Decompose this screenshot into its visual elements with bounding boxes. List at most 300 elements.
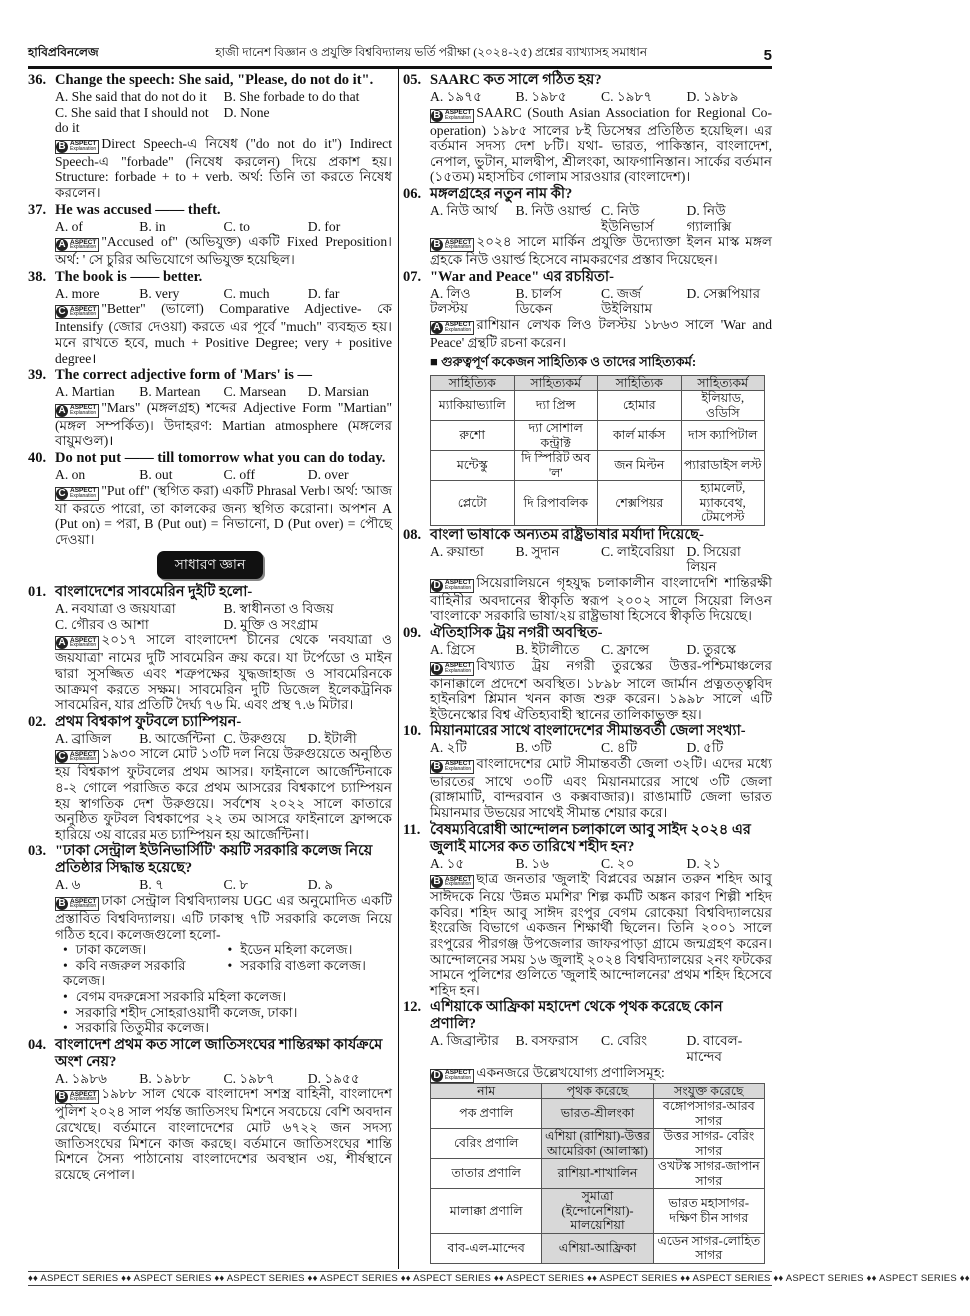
page <box>28 0 970 1316</box>
option: A. She said that do not do it <box>55 89 207 104</box>
answer-badge <box>430 662 474 676</box>
aspect-label: ASPECT <box>70 140 97 148</box>
question-line <box>28 72 392 89</box>
options-list <box>55 601 392 632</box>
aspect-label: ASPECT <box>70 750 97 758</box>
question-body <box>430 544 772 624</box>
explanation-text: Direct Speech-এ নিষেধ ("do not do it") Indirect Speech-এ "forbade" (নিষেধ করলেন) দিয়ে প্রকাশ হয়। Structure: forbade + to + verb. অর্থ: তিনি তা করতে নিষেধ করলেন। <box>55 135 392 200</box>
option: C. ৮ <box>223 877 249 893</box>
square-bullet-icon: ■ <box>430 353 442 369</box>
aspect-explanation-label <box>68 488 98 499</box>
explanation-label: Explanation <box>70 311 97 318</box>
question-text: The correct adjective form of 'Mars' is — <box>55 367 313 384</box>
explanation-text: ২০২৪ সালে মার্কিন প্রযুক্তি উদ্যোক্তা ইলন মাস্ক মঙ্গল গ্রহকে নিউ ওয়ার্ল্ড হিসেবে নামকরণের প্রস্তাব দিয়েছেন। <box>430 234 772 268</box>
table-cell: এশিয়া (রাশিয়া)-উত্তর আমেরিকা (আলাস্কা) <box>542 1129 653 1159</box>
table-row <box>431 481 765 526</box>
options-list <box>55 286 392 302</box>
option: C. much <box>223 285 270 301</box>
question-number: 38. <box>28 268 47 285</box>
table-header: পৃথক করেছে <box>542 1083 653 1099</box>
explanation <box>430 234 772 268</box>
explanation-text: "Accused of" (অভিযুক্ত) একটি Fixed Preposition। অর্থ: ' সে চুরির অভিযোগে অভিযুক্ত হয়েছিল। <box>55 234 392 268</box>
left-column <box>28 69 398 1269</box>
content-columns <box>28 69 772 1269</box>
aspect-explanation-label <box>68 1092 98 1103</box>
option: B. ৭ <box>139 877 164 893</box>
answer-badge <box>55 305 99 319</box>
question-text: "ঢাকা সেন্ট্রাল ইউনিভার্সিটি' কয়টি সরকারি কলেজ নিয়ে প্রতিষ্ঠার সিদ্ধান্ত হয়েছে? <box>55 843 373 877</box>
question-number: 40. <box>28 449 47 466</box>
explanation-label: Explanation <box>70 756 97 763</box>
question-body <box>430 89 772 185</box>
aspect-explanation-label <box>68 141 98 152</box>
aspect-explanation-label <box>443 110 473 121</box>
table-cell: এশিয়া-আফ্রিকা <box>542 1233 653 1263</box>
question-number: 02. <box>28 713 47 730</box>
list-item: • কবি নজরুল সরকারি কলেজ। <box>63 958 228 989</box>
explanation-label: Explanation <box>445 667 472 674</box>
option: B. ১৬ <box>515 855 550 871</box>
explanation-text: বাংলাদেশের মোট সীমান্তবর্তী জেলা ৩২টি। এদের মধ্যে ভারতের সাথে ৩০টি এবং মিয়ানমারের সাথে ৩টি জেলা (রাঙ্গামাটি, বান্দরবান ও কক্সবাজার)। রাঙামাটি জেলা ভারত মিয়ানমার উভয়ের সাথেই সীমান্ত শেয়ার করে। <box>430 755 772 821</box>
answer-badge <box>430 1069 474 1083</box>
explanation-text: একনজরে উল্লেখযোগ্য প্রণালিসমূহ: <box>476 1064 665 1080</box>
options-list <box>55 384 392 400</box>
option: A. ১৯৮৬ <box>55 1070 107 1086</box>
table-row <box>431 391 765 421</box>
explanation-text: "Put off" (স্থগিত করা) একটি Phrasal Verb। অর্থ: 'আজ যা করতে পারো, তা কালকের জন্য স্থগিত করোনা। অপশন A (Put on) = পরা, B (Put out) = নিভানো, D (Put over) = পৌছে দেওয়া। <box>55 482 392 547</box>
question-item <box>403 269 772 526</box>
aspect-label: ASPECT <box>445 875 472 883</box>
question-item <box>403 625 772 722</box>
question-line <box>28 269 392 286</box>
table-cell: প্লেটো <box>431 481 515 526</box>
question-text: He was accused —— theft. <box>55 201 221 218</box>
page-number: 5 <box>763 47 772 64</box>
options-list <box>430 203 772 234</box>
answer-letter-icon: A <box>56 239 68 251</box>
option: A. ১৯৭৫ <box>430 89 482 104</box>
explanation <box>55 893 392 942</box>
option: A. Martian <box>55 384 115 400</box>
option: A. ৬ <box>55 877 81 893</box>
footer-strip: ♦♦ ASPECT SERIES ♦♦ ASPECT SERIES ♦♦ ASPECT SERIES ♦♦ ASPECT SERIES ♦♦ ASPECT SERIES ♦♦ ASPECT SERIES ♦♦ ASPECT SERIES ♦♦ ASPECT SERIES ♦♦ ASPECT SERIES ♦♦ ASPECT SERIES ♦♦ <box>28 1272 970 1284</box>
aspect-explanation-label <box>68 899 98 910</box>
question-line <box>28 584 392 601</box>
option: D. ২১ <box>686 855 721 871</box>
explanation-text: ১৯৩০ সালে মোট ১৩টি দল নিয়ে উরুগুয়েতে অনুষ্ঠিত হয় বিশ্বকাপ ফুটবলের প্রথম আসর। ফাইনালে আর্জেন্টিনাকে ৪-২ গোলে পরাজিত করে প্রথম আসরের বিশ্বকাপে চ্যাম্পিয়ন হয় স্বাগতিক দেশ উরুগুয়ে। সর্বশেষ ২০২২ সালে কাতারে অনুষ্ঠিত ফুটবল বিশ্বকাপের ২২ তম আসরে ফাইনালে ফ্রান্সকে হারিয়ে ৩য় বারের মত চ্যাম্পিয়ন হয় আর্জেন্টিনা। <box>55 746 392 842</box>
option: D. তুরস্কে <box>686 641 737 657</box>
answer-badge <box>55 750 99 764</box>
explanation <box>55 1086 392 1182</box>
table-row <box>431 1159 765 1189</box>
answer-badge <box>430 109 474 123</box>
question-text: বৈষম্যবিরোধী আন্দোলন চলাকালে আবু সাইদ ২০২৪ এর জুলাই মাসের কত তারিখে শহীদ হন? <box>430 821 751 855</box>
section-title: সাধারণ জ্ঞান <box>157 551 264 579</box>
college-list <box>63 942 392 1036</box>
option: B. in <box>139 218 166 234</box>
list-item: • ঢাকা কলেজ। <box>63 942 228 958</box>
table-cell: মন্টেস্কু <box>431 451 515 481</box>
option: C. She said that I should not do it <box>55 104 209 136</box>
aspect-explanation-label <box>68 752 98 763</box>
table-cell: দি স্পিরিট অব 'ল' <box>514 451 598 481</box>
option: D. বাবেল-মান্দেব <box>686 1033 743 1064</box>
aspect-label: ASPECT <box>70 404 97 412</box>
table-cell: প্যারাডাইস লস্ট <box>681 451 765 481</box>
table-cell: দ্যা প্রিন্স <box>514 391 598 421</box>
table-cell: হ্যামলেট, ম্যাকবেথ, টেমপেস্ট <box>681 481 765 526</box>
question-body <box>55 1071 392 1183</box>
answer-letter-icon: C <box>56 751 68 763</box>
answer-letter-icon: B <box>56 898 68 910</box>
question-body <box>55 384 392 449</box>
answer-letter-icon: B <box>56 1091 68 1103</box>
list-item: • সরকারি শহীদ সোহরাওয়ার্দী কলেজ, ঢাকা। <box>63 1005 392 1021</box>
table-row <box>431 451 765 481</box>
option: D. ৯ <box>307 877 334 893</box>
question-line <box>28 202 392 219</box>
question-line <box>403 186 772 203</box>
aspect-label: ASPECT <box>70 897 97 905</box>
explanation-label: Explanation <box>445 584 472 591</box>
option: C. off <box>223 466 255 482</box>
table-cell: দি রিপাবলিক <box>514 481 598 526</box>
table-row <box>431 1189 765 1234</box>
table-cell: কার্ল মার্কস <box>598 421 682 451</box>
table-cell: ম্যাকিয়াভ্যালি <box>431 391 515 421</box>
table-header: নাম <box>431 1083 542 1099</box>
table-cell: এডেন সাগর-লোহিত সাগর <box>653 1233 764 1263</box>
aspect-label: ASPECT <box>445 579 472 587</box>
aspect-explanation-label <box>443 877 473 888</box>
option: A. ব্রাজিল <box>55 730 112 746</box>
question-line <box>403 822 772 856</box>
question-body <box>55 731 392 843</box>
options-list <box>430 544 772 575</box>
question-number: 39. <box>28 367 47 384</box>
question-text: বাংলা ভাষাকে অন্যতম রাষ্ট্রভাষার মর্যাদা দিয়েছে- <box>430 526 704 543</box>
aspect-label: ASPECT <box>445 321 472 329</box>
answer-badge <box>55 238 99 252</box>
option: B. very <box>139 285 180 301</box>
table-header: সাহিত্যকর্ম <box>681 375 765 391</box>
aspect-explanation-label <box>443 761 473 772</box>
header-title: হাজী দানেশ বিজ্ঞান ও প্রযুক্তি বিশ্ববিদ্যালয় ভর্তি পরীক্ষা (২০২৪-২৫) প্রশ্নের ব্যাখ্যাসহ সমাধান <box>215 45 648 59</box>
list-item: • বেগম বদরুন্নেসা সরকারি মহিলা কলেজ। <box>63 989 392 1005</box>
aspect-label: ASPECT <box>70 1090 97 1098</box>
question-body <box>55 877 392 1035</box>
aspect-explanation-label <box>68 638 98 649</box>
question-number: 12. <box>403 999 422 1016</box>
question-item <box>403 723 772 820</box>
explanation <box>430 575 772 624</box>
explanation <box>430 756 772 821</box>
question-line <box>403 269 772 286</box>
header-brand: হাবিপ্রবিনলেজ <box>28 45 99 59</box>
question-text: Change the speech: She said, "Please, do not do it". <box>55 72 374 88</box>
aspect-explanation-label <box>443 322 473 333</box>
answer-letter-icon: B <box>431 876 443 888</box>
table-row <box>431 1129 765 1159</box>
answer-letter-icon: B <box>56 141 68 153</box>
table-row <box>431 1099 765 1129</box>
table-header: সাহিত্যকর্ম <box>514 375 598 391</box>
table-header-row <box>431 375 765 391</box>
list-item: • সরকারি বাঙলা কলেজ। <box>228 958 393 989</box>
option: A. নবযাত্রা ও জয়যাত্রা <box>55 601 176 617</box>
options-list <box>430 1033 772 1064</box>
answer-letter-icon: D <box>431 1070 443 1082</box>
options-list <box>55 467 392 483</box>
question-line <box>28 367 392 384</box>
question-number: 06. <box>403 185 422 202</box>
option: C. to <box>223 218 250 234</box>
options-list <box>430 740 772 756</box>
answer-letter-icon: C <box>56 488 68 500</box>
question-body <box>55 601 392 713</box>
explanation-text: ১৯৮৮ সাল থেকে বাংলাদেশ সশস্ত্র বাহিনী, বাংলাদেশ পুলিশ ২০২৪ সাল পর্যন্ত জাতিসংঘ মিশনে সবচেয়ে বেশি অবদান রেখেছে। বর্তমানে বাংলাদেশের মোট ৬৭২২ জন সদস্য জাতিসংঘের মিশনে কাজ করছে। বর্তমানে জাতিসংঘের শান্তি মিশনে সৈন্য পাঠানোয় বাংলাদেশের অবস্থান ৩য়, শীর্ষস্থানে রয়েছে নেপাল। <box>55 1086 392 1182</box>
option: C. ৪টি <box>601 740 637 756</box>
options-list <box>55 1071 392 1087</box>
table-cell: ইলিয়াড, ওডিসি <box>681 391 765 421</box>
option: C. ১৯৮৭ <box>601 89 653 104</box>
table-header: সংযুক্ত করেছে <box>653 1083 764 1099</box>
explanation <box>430 317 772 351</box>
explanation-label: Explanation <box>70 1096 97 1103</box>
question-text: "War and Peace" এর রচয়িতা- <box>430 268 614 285</box>
table-header: সাহিত্যিক <box>431 375 515 391</box>
aspect-label: ASPECT <box>70 487 97 494</box>
table-row <box>431 1233 765 1263</box>
explanation <box>55 234 392 268</box>
table-cell: ভারত মহাসাগর-দক্ষিণ চীন সাগর <box>653 1189 764 1234</box>
question-body <box>55 286 392 366</box>
question-item <box>403 72 772 185</box>
option: C. ১৯৮৭ <box>223 1070 275 1086</box>
question-number: 36. <box>28 72 47 88</box>
question-line <box>403 625 772 642</box>
aspect-label: ASPECT <box>445 109 472 117</box>
explanation <box>55 746 392 842</box>
answer-letter-icon: C <box>56 306 68 318</box>
option: B. Martean <box>139 384 201 400</box>
explanation-text: সিয়েরালিয়নে গৃহযুদ্ধ চলাকালীন বাংলাদেশি শান্তিরক্ষী বাহিনীর অবদানের স্বীকৃতি স্বরূপ ২০০২ সালে সিয়েরা লিওন 'বাংলাকে' সরকারি ভাষা/২য় রাষ্ট্রভাষা হিসেবে স্বীকৃতি দিয়েছে। <box>430 574 772 624</box>
question-item <box>28 202 392 268</box>
option: C. নিউ ইউনিভার্স <box>601 202 654 234</box>
question-number: 08. <box>403 526 422 543</box>
aspect-explanation-label <box>68 240 98 251</box>
aspect-explanation-label <box>68 307 98 318</box>
options-list <box>430 286 772 317</box>
question-body <box>55 219 392 268</box>
question-line <box>403 723 772 740</box>
answer-badge <box>430 579 474 593</box>
right-column <box>398 69 772 1269</box>
option: D. ৫টি <box>686 740 724 756</box>
explanation-text: SAARC (South Asian Association for Regional Co-operation) ১৯৮৫ সালের ৮ই ডিসেম্বর প্রতিষ্ঠিত হয়েছিল। এর বর্তমান সদস্য দেশ ৮টি। যথা- ভারত, পাকিস্তান, বাংলাদেশ, নেপাল, ভুটান, মালদ্বীপ, শ্রীলংকা, আফগানিস্তান। সার্কের বর্তমান (১৫তম) মহাসচিব গোলাম সারওয়ার (বাংলাদেশ)। <box>430 104 772 185</box>
question-text: এশিয়াকে আফ্রিকা মহাদেশ থেকে পৃথক করেছে কোন প্রণালি? <box>430 999 723 1033</box>
option: D. নিউ গ্যালাক্সি <box>686 202 732 234</box>
question-item <box>403 527 772 624</box>
answer-badge <box>55 140 99 154</box>
question-number: 01. <box>28 584 47 601</box>
explanation-text: বিখ্যাত ট্রয় নগরী তুরস্কের উত্তর-পশ্চিমাঞ্চলের কানাক্কালে প্রদেশে অবস্থিত। ১৮৯৮ সালে জার্মান প্রত্নতত্ত্ববিদ হাইনরিশ শ্লিমান খনন কাজ শুরু করেন। ১৯৯৮ সালে এটি ইউনেস্কোর বিশ্ব ঐতিহ্যবাহী স্থানের তালিকাভুক্ত হয়। <box>430 657 772 722</box>
question-item <box>28 1037 392 1183</box>
table-cell: উত্তর সাগর- বেরিং সাগর <box>653 1129 764 1159</box>
answer-badge <box>55 487 99 501</box>
question-item <box>28 269 392 366</box>
section-banner <box>28 551 392 579</box>
explanation-label: Explanation <box>70 642 97 649</box>
question-text: মঙ্গলগ্রহের নতুন নাম কী? <box>430 185 573 202</box>
table-cell: পক প্রণালি <box>431 1099 542 1129</box>
table-heading-text: গুরুত্বপূর্ণ ককেজন সাহিত্যিক ও তাদের সাহিত্যকর্ম: <box>441 353 697 369</box>
question-body <box>430 286 772 351</box>
table-cell: ভারত-শ্রীলংকা <box>542 1099 653 1129</box>
options-list <box>55 731 392 747</box>
option: C. জর্জ উইলিয়াম <box>601 285 653 317</box>
aspect-label: ASPECT <box>70 636 97 644</box>
option: B. বসফরাস <box>515 1033 579 1049</box>
list-item: • ইডেন মহিলা কলেজ। <box>228 942 393 958</box>
question-text: SAARC কত সালে গঠিত হয়? <box>430 72 602 88</box>
question-body <box>430 203 772 268</box>
table-cell: বঙ্গোপসাগর-আরব সাগর <box>653 1099 764 1129</box>
answer-letter-icon: B <box>431 761 443 773</box>
aspect-label: ASPECT <box>445 662 472 669</box>
question-number: 09. <box>403 624 422 641</box>
option: D. ১৯৮৯ <box>686 89 739 104</box>
aspect-label: ASPECT <box>70 238 97 246</box>
table-row <box>431 421 765 451</box>
option: D. for <box>307 218 341 234</box>
table-cell: রুশো <box>431 421 515 451</box>
explanation-text: ২০১৭ সালে বাংলাদেশ চীনের থেকে 'নবযাত্রা ও জয়যাত্রা' নামের দুটি সাবমেরিন ক্রয় করে। যা টর্পেডো ও মাইন দ্বারা সুসজ্জিত এবং শত্রুপক্ষের যুদ্ধজাহাজ ও সাবমেরিনকে আক্রমণ করতে সক্ষম। সাবমেরিন দুটি ডিজেল ইলেকট্রনিক সাবমেরিন, যার প্রতিটি দৈর্ঘ্য ৭৬ মি. এবং প্রস্থ ৭.৬ মিটার। <box>55 632 392 713</box>
answer-badge <box>55 1090 99 1104</box>
explanation <box>430 105 772 185</box>
explanation-label: Explanation <box>70 145 97 152</box>
explanation-text: "Better" (ভালো) Comparative Adjective- কে Intensify (জোর দেওয়া) করতে এর পূর্বে "much" ব্যবহৃত হয়। মনে রাখতে হবে, much + Positive Degree; very + positive degree। <box>55 301 392 366</box>
question-body <box>430 740 772 820</box>
explanation <box>430 871 772 998</box>
answer-badge <box>430 321 474 335</box>
option: C. গৌরব ও আশা <box>55 616 149 632</box>
question-number: 03. <box>28 843 47 860</box>
question-body <box>430 642 772 722</box>
option: D. far <box>307 285 340 301</box>
explanation-text: রাশিয়ান লেখক লিও টলস্টয় ১৮৬৩ সালে 'War and Peace' গ্রন্থটি রচনা করেন। <box>430 316 772 350</box>
options-list <box>55 877 392 893</box>
question-number: 04. <box>28 1036 47 1053</box>
page-header <box>28 44 772 69</box>
table-cell: বাব-এল-মান্দেব <box>431 1233 542 1263</box>
question-number: 10. <box>403 723 422 740</box>
explanation-label: Explanation <box>445 1074 472 1081</box>
answer-letter-icon: A <box>56 405 68 417</box>
answer-letter-icon: A <box>56 637 68 649</box>
aspect-explanation-label <box>443 663 473 674</box>
table-cell: জন মিল্টন <box>598 451 682 481</box>
option: B. ১৯৮৮ <box>139 1070 191 1086</box>
explanation <box>430 658 772 723</box>
explanation-label: Explanation <box>70 244 97 251</box>
question-text: The book is —— better. <box>55 268 203 285</box>
option: B. ১৯৮৫ <box>515 89 567 104</box>
question-body <box>430 856 772 999</box>
explanation <box>55 632 392 712</box>
table-cell: রাশিয়া-শাখালিন <box>542 1159 653 1189</box>
explanation-label: Explanation <box>445 765 472 772</box>
explanation <box>55 301 392 366</box>
question-text: ঐতিহাসিক ট্রয় নগরী অবস্থিত- <box>430 624 603 641</box>
aspect-label: ASPECT <box>70 305 97 313</box>
answer-letter-icon: D <box>431 663 443 675</box>
table-cell: তাতার প্রণালি <box>431 1159 542 1189</box>
explanation-label: Explanation <box>445 881 472 888</box>
explanation <box>55 136 392 201</box>
options-list <box>430 89 772 105</box>
table-heading <box>430 353 772 374</box>
question-number: 37. <box>28 201 47 218</box>
option: A. ১৫ <box>430 855 465 871</box>
question-number: 05. <box>403 72 422 88</box>
question-line <box>28 714 392 731</box>
question-item <box>28 367 392 449</box>
question-body <box>55 89 392 201</box>
question-text: মিয়ানমারের সাথে বাংলাদেশের সীমান্তবর্তী জেলা সংখ্যা- <box>430 723 746 740</box>
question-text: বাংলাদেশ প্রথম কত সালে জাতিসংঘের শান্তিরক্ষা কার্যক্রমে অংশ নেয়? <box>55 1036 383 1070</box>
answer-letter-icon: B <box>431 110 443 122</box>
answer-badge <box>430 875 474 889</box>
explanation <box>430 1065 772 1083</box>
option: B. ইটালীতে <box>515 641 580 657</box>
question-text: Do not put —— till tomorrow what you can do today. <box>55 449 386 466</box>
question-item <box>403 822 772 999</box>
question-line <box>403 527 772 544</box>
explanation-label: Explanation <box>445 114 472 121</box>
aspect-explanation-label <box>443 240 473 251</box>
option: A. on <box>55 466 86 482</box>
option: A. more <box>55 285 100 301</box>
explanation <box>55 400 392 449</box>
option: D. সিয়েরা লিয়ন <box>686 543 741 575</box>
question-line <box>403 72 772 89</box>
aspect-explanation-label <box>68 405 98 416</box>
table-header: সাহিত্যিক <box>598 375 682 391</box>
option: C. বেরিং <box>601 1033 648 1049</box>
explanation-text: ছাত্র জনতার 'জুলাই' বিপ্লবের অম্লান তরুন শহিদ আবু সাঈদকে নিয়ে 'উন্নত মমশির' শিল্প কর্মটি অঙ্কন কারণ শিল্পী শহিদ কবির। শহিদ আবু সাঈদ রংপুর বেগম রোকেয়া বিশ্ববিদ্যালয়ের ইংরেজি বিভাগে একজন শিক্ষার্থী ছিলেন। তিনি ২০০১ সালে রংপুরের পীরগঞ্জ উপজেলার জাফরপাড়া গ্রামে জন্মগ্রহণ করেন। আন্দোলনের সময় ১৬ জুলাই ২০২৪ বিশ্ববিদ্যালয়ের ২নং ফটকের সামনে পুলিশের গুলিতে 'জুলাই আন্দোলনের' প্রথম শহিদ হিসেবে শহিদ হন। <box>430 871 772 998</box>
options-list <box>430 642 772 658</box>
explanation-label: Explanation <box>445 326 472 333</box>
answer-badge <box>55 404 99 418</box>
explanation-text: "Mars" (মঙ্গলগ্রহ) শব্দের Adjective Form "Martian" (মঙ্গল সম্পর্কিত)। উদাহরণ: Martian atmosphere (মঙ্গলের বায়ুমণ্ডল)। <box>55 399 392 449</box>
option: D. Marsian <box>307 384 369 400</box>
aspect-label: ASPECT <box>445 238 472 246</box>
option: D. সেক্সপিয়ার <box>686 285 761 301</box>
option: B. ৩টি <box>515 740 552 756</box>
question-item <box>28 714 392 843</box>
question-item <box>403 186 772 268</box>
question-item <box>403 999 772 1263</box>
option: B. সুদান <box>515 543 560 559</box>
aspect-explanation-label <box>443 580 473 591</box>
answer-letter-icon: A <box>431 322 443 334</box>
question-item <box>28 72 392 201</box>
question-line <box>28 1037 392 1071</box>
info-table <box>430 1083 765 1264</box>
question-line <box>28 843 392 877</box>
answer-letter-icon: D <box>431 580 443 592</box>
